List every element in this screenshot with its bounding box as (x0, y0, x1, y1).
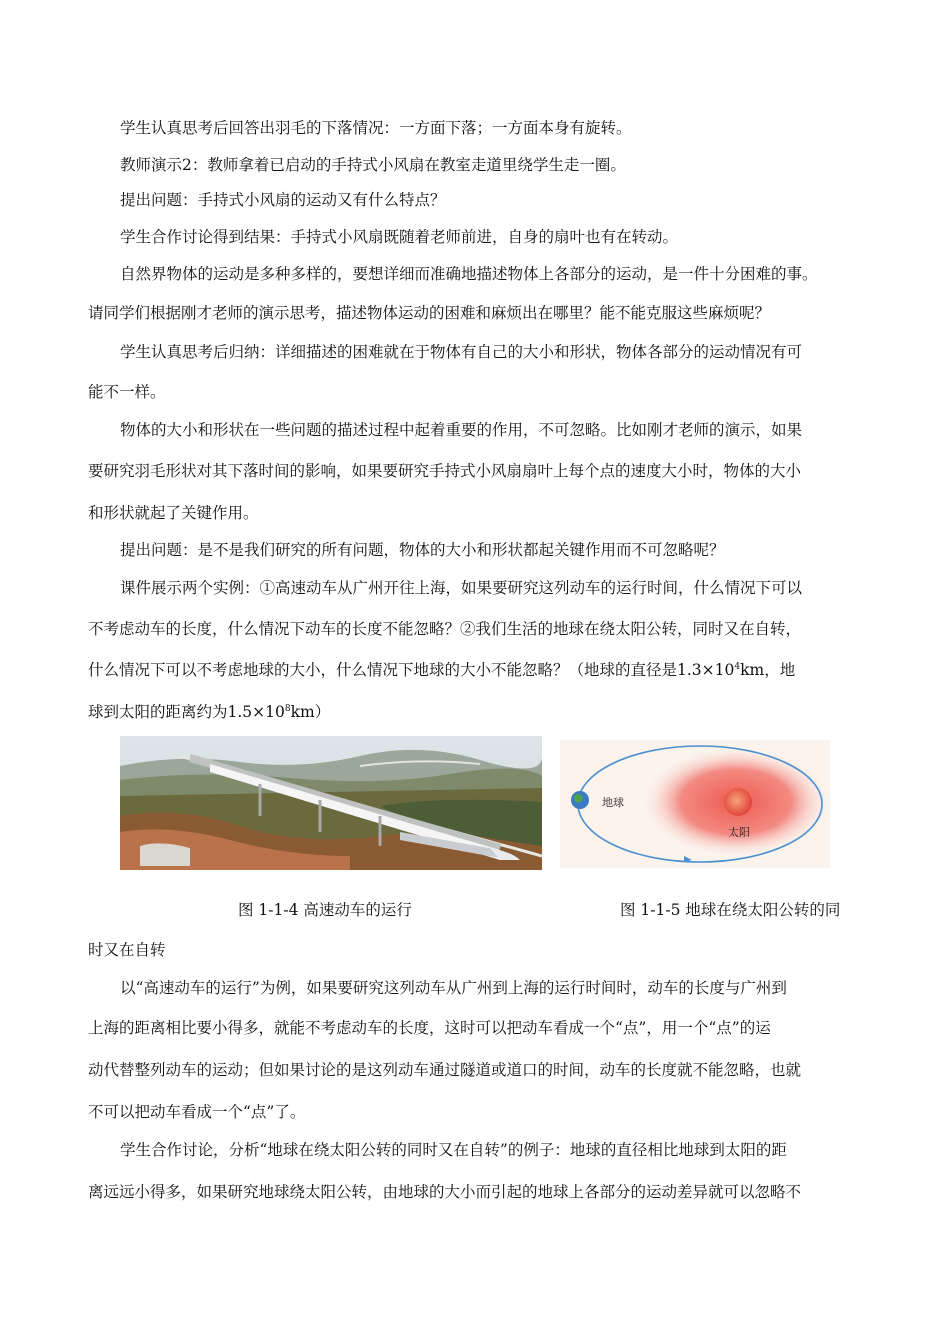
paragraph-line: 能不一样。 (88, 383, 166, 401)
paragraph-line (88, 660, 795, 680)
paragraph-line: 学生认真思考后归纳：详细描述的困难就在于物体有自己的大小和形状，物体各部分的运动情况有可 (120, 343, 803, 361)
paragraph-line: 动代替整列动车的运动；但如果讨论的是这列动车通过隧道或道口的时间，动车的长度就不能忽略，也就 (88, 1061, 802, 1079)
train-photo (120, 736, 542, 870)
paragraph-line: 提出问题：是不是我们研究的所有问题，物体的大小和形状都起关键作用而不可忽略呢？ (120, 541, 725, 559)
text-run: km，地 (740, 661, 796, 679)
sun (724, 788, 752, 816)
figure-caption: 图 1-1-4 高速动车的运行 (238, 901, 412, 919)
figure-caption: 图 1-1-5 地球在绕太阳公转的同 (620, 901, 841, 919)
paragraph-line: 离远远小得多，如果研究地球绕太阳公转，由地球的大小而引起的地球上各部分的运动差异就可以忽略不 (88, 1183, 802, 1201)
text-run: 球到太阳的距离约为1.5×10 (88, 703, 285, 721)
earth-label: 地球 (602, 797, 624, 809)
sun-label: 太阳 (728, 827, 750, 839)
paragraph-line: 学生合作讨论，分析“地球在绕太阳公转的同时又在自转”的例子：地球的直径相比地球到太阳的距 (120, 1141, 787, 1159)
paragraph-line: 学生合作讨论得到结果：手持式小风扇既随着老师前进，自身的扇叶也有在转动。 (120, 228, 679, 246)
paragraph-line: 不可以把动车看成一个“点”了。 (88, 1103, 306, 1121)
paragraph-line: 请同学们根据刚才老师的演示思考，描述物体运动的困难和麻烦出在哪里？能不能克服这些麻烦呢？ (88, 304, 771, 322)
paragraph-line: 教师演示2：教师拿着已启动的手持式小风扇在教室走道里绕学生走一圈。 (120, 156, 626, 174)
text-run: 什么情况下可以不考虑地球的大小，什么情况下地球的大小不能忽略？（地球的直径是1.3×10 (88, 661, 735, 679)
superscript: 4 (734, 661, 741, 672)
text-run: km） (290, 703, 331, 721)
paragraph-line: 要研究羽毛形状对其下落时间的影响，如果要研究手持式小风扇扇叶上每个点的速度大小时，物体的大小 (88, 462, 802, 480)
paragraph-line: 提出问题：手持式小风扇的运动又有什么特点？ (120, 191, 446, 209)
superscript: 8 (284, 703, 291, 714)
earth-orbit-diagram (560, 740, 830, 868)
paragraph-line: 物体的大小和形状在一些问题的描述过程中起着重要的作用，不可忽略。比如刚才老师的演示，如果 (120, 421, 803, 439)
paragraph-line: 上海的距离相比要小得多，就能不考虑动车的长度，这时可以把动车看成一个“点”，用一个“点”的运 (88, 1019, 771, 1037)
paragraph-line: 课件展示两个实例：①高速动车从广州开往上海，如果要研究这列动车的运行时间，什么情况下可以 (120, 579, 803, 597)
paragraph-line: 以“高速动车的运行”为例，如果要研究这列动车从广州到上海的运行时间时，动车的长度与广州到 (120, 979, 787, 997)
paragraph-line: 和形状就起了关键作用。 (88, 504, 259, 522)
figure-caption: 时又在自转 (88, 941, 166, 959)
paragraph-line (88, 702, 330, 722)
paragraph-line: 自然界物体的运动是多种多样的，要想详细而准确地描述物体上各部分的运动，是一件十分困难的事。 (120, 265, 818, 283)
paragraph-line: 不考虑动车的长度，什么情况下动车的长度不能忽略？②我们生活的地球在绕太阳公转，同时又在自转， (88, 620, 802, 638)
paragraph-line: 学生认真思考后回答出羽毛的下落情况：一方面下落；一方面本身有旋转。 (120, 119, 632, 137)
